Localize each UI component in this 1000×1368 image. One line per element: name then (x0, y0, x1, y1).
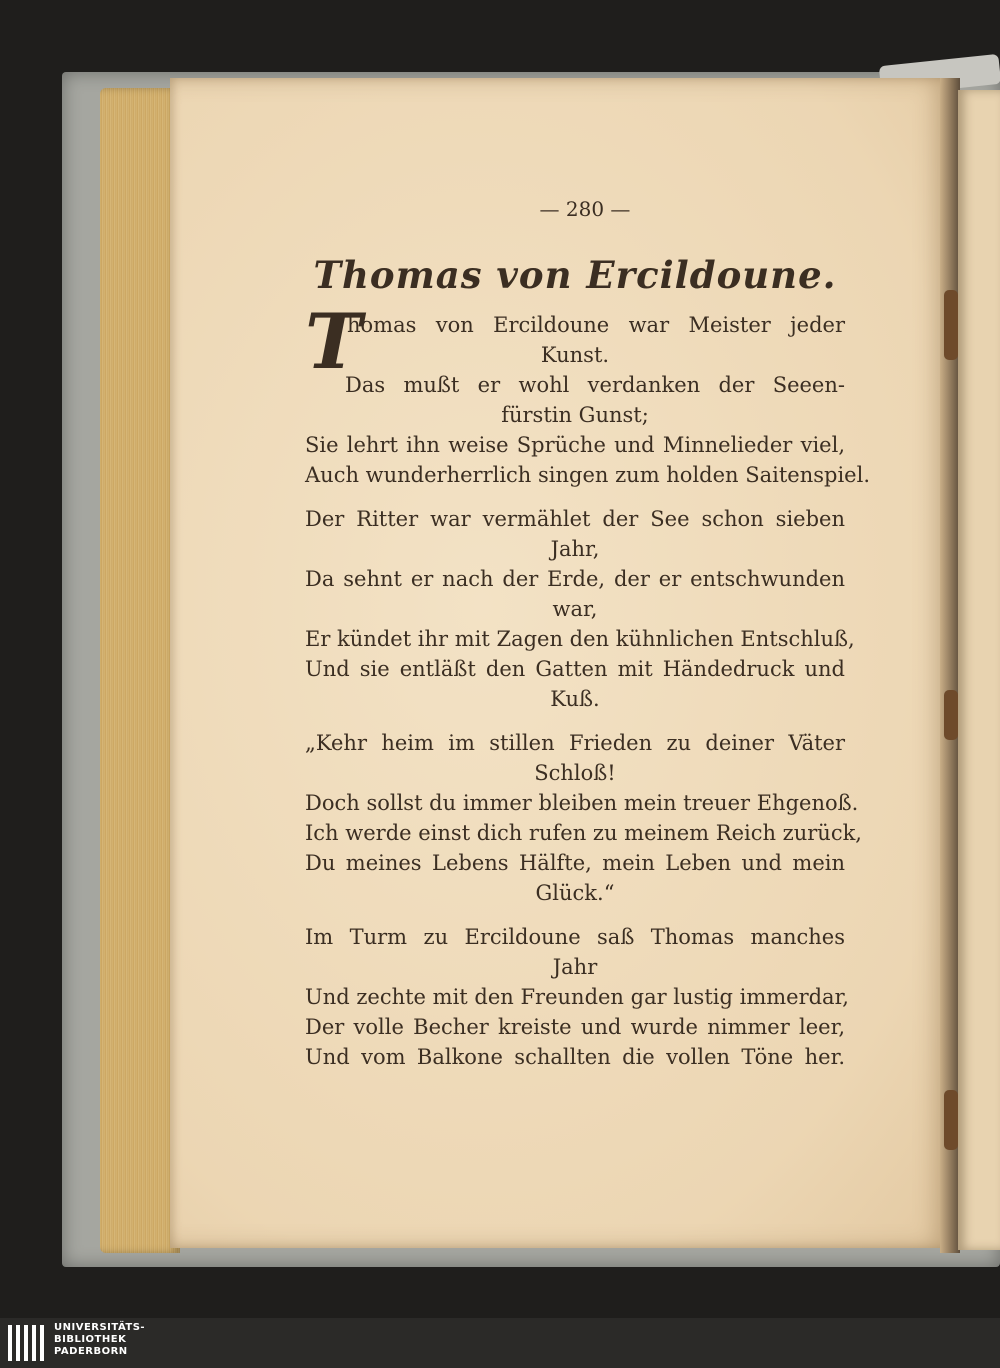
verse-line: homas von Ercildoune war Meister jeder (347, 313, 845, 337)
verse-line: Auch wunderherrlich singen zum holden Saitenspiel. (305, 463, 871, 487)
binding-stitch (944, 1090, 958, 1150)
verse-line: Das mußt er wohl verdanken der Seeen- (345, 373, 845, 397)
verse-line: war, (552, 597, 598, 621)
verse-line: Und vom Balkone schallten die vollen Töne her. (305, 1045, 845, 1069)
verse-line: Im Turm zu Ercildoune saß Thomas manches (305, 925, 845, 949)
verse-line: Sie lehrt ihn weise Sprüche und Minnelieder viel, (305, 433, 845, 457)
library-footer (0, 1318, 1000, 1368)
library-logo-icon (8, 1325, 48, 1361)
drop-cap: T (305, 297, 362, 386)
stanza (305, 311, 871, 491)
verse-line: Schloß! (534, 761, 616, 785)
verse-line: Und zechte mit den Freunden gar lustig immerdar, (305, 985, 849, 1009)
stanza (305, 923, 849, 1073)
stanza (305, 505, 855, 715)
poem-title: Thomas von Ercildoune. (313, 253, 837, 297)
verse-line: Kunst. (540, 343, 610, 367)
poem-body (305, 311, 871, 1073)
verse-line: Ich werde einst dich rufen zu meinem Reich zurück, (305, 821, 862, 845)
verse-line: Jahr (552, 955, 598, 979)
right-page-edge (958, 90, 1000, 1250)
verse-line: Kuß. (550, 687, 600, 711)
verse-line: Der volle Becher kreiste und wurde nimmer leer, (305, 1015, 845, 1039)
verse-line: „Kehr heim im stillen Frieden zu deiner Väter (305, 731, 845, 755)
verse-line: Jahr, (550, 537, 600, 561)
binding-stitch (944, 690, 958, 740)
library-name: UNIVERSITÄTS- BIBLIOTHEK PADERBORN (54, 1322, 146, 1357)
verse-line: Da sehnt er nach der Erde, der er entschwunden (305, 567, 845, 591)
verse-line: fürstin Gunst; (501, 403, 649, 427)
verse-line: Glück.“ (535, 881, 615, 905)
verse-line: Er kündet ihr mit Zagen den kühnlichen Entschluß, (305, 627, 855, 651)
stanza (305, 729, 862, 909)
page-edges (100, 88, 180, 1253)
page-text (305, 195, 871, 1087)
verse-line: Und sie entläßt den Gatten mit Händedruck und (305, 657, 845, 681)
verse-line: Doch sollst du immer bleiben mein treuer Ehgenoß. (305, 791, 859, 815)
page-number: — 280 — (539, 197, 631, 221)
binding-stitch (944, 290, 958, 360)
book-gutter (940, 78, 960, 1253)
verse-line: Der Ritter war vermählet der See schon sieben (305, 507, 845, 531)
verse-line: Du meines Lebens Hälfte, mein Leben und mein (305, 851, 845, 875)
